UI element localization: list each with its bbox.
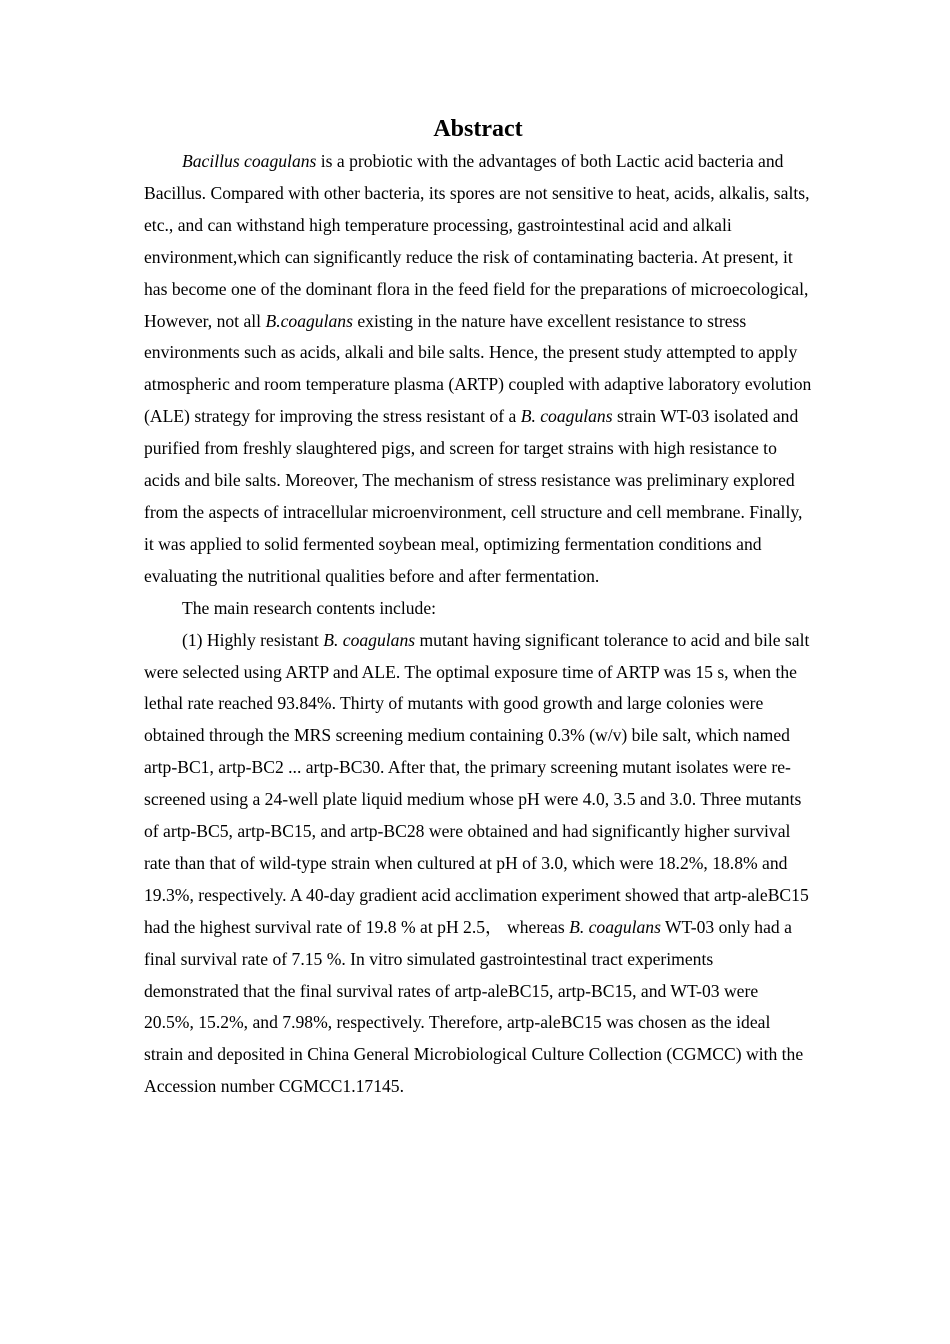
species-name: Bacillus coagulans xyxy=(182,151,317,171)
paragraph-text: is a probiotic with the advantages of both Lactic acid bacteria and Bacillus. Compared with other bacteria, its spores are not sensitive to heat, acids, alkalis, salts, etc., and can withstand high temperature processing, gastrointestinal acid and alkali environment,which can significantly reduce the risk of contaminating bacteria. At present, it has become one of the dominant flora in the feed field for the preparations of microecological, However, not all xyxy=(144,151,810,331)
paragraph-text: mutant having significant tolerance to acid and bile salt were selected using ARTP and ALE. The optimal exposure time of ARTP was 15 s, when the lethal rate reached 93.84%. Thirty of mutants with good growth and large colonies were obtained through the MRS screening medium containing 0.3% (w/v) bile salt, which named artp-BC1, artp-BC2 ... artp-BC30. After that, the primary screening mutant isolates were re-screened using a 24-well plate liquid medium whose pH were 4.0, 3.5 and 3.0. Three mutants of artp-BC5, artp-BC15, and artp-BC28 were obtained and had significantly higher survival rate than that of wild-type strain when cultured at pH of 3.0, which were 18.2%, 18.8% and 19.3%, respectively. A 40-day gradient acid acclimation experiment showed that artp-aleBC15 had the highest survival rate of 19.8 % at pH 2.5， whereas xyxy=(144,629,810,937)
paragraph-text: strain WT-03 isolated and purified from freshly slaughtered pigs, and screen for target strains with high resistance to acids and bile salts. Moreover, The mechanism of stress resistance was preliminary explored from the aspects of intracellular microenvironment, cell structure and cell membrane. Finally, it was applied to solid fermented soybean meal, optimizing fermentation conditions and evaluating the nutritional qualities before and after fermentation. xyxy=(144,406,803,586)
abstract-page xyxy=(144,112,812,1103)
species-name: B.coagulans xyxy=(265,310,353,331)
species-name: B. coagulans xyxy=(520,406,613,427)
research-content-item-1 xyxy=(144,625,812,1104)
paragraph-text: WT-03 only had a final survival rate of 7.15 %. In vitro simulated gastrointestinal tract experiments demonstrated that the final survival rates of artp-aleBC15, artp-BC15, and WT-03 were 20.5%, 15.2%, and 7.98%, respectively. Therefore, artp-aleBC15 was chosen as the ideal strain and deposited in China General Microbiological Culture Collection (CGMCC) with the Accession number CGMCC1.17145. xyxy=(144,916,804,1097)
abstract-paragraph-intro xyxy=(144,146,812,593)
research-contents-heading: The main research contents include: xyxy=(182,597,437,618)
paragraph-text: (1) Highly resistant xyxy=(182,629,324,650)
species-name: B. coagulans xyxy=(569,916,661,937)
species-name: B. coagulans xyxy=(323,629,416,650)
paragraph-text: existing in the nature have excellent resistance to stress environments such as acids, alkali and bile salts. Hence, the present study attempted to apply atmospheric and room temperature plasma (ARTP) coupled with adaptive laboratory evolution (ALE) strategy for improving the stress resistant of a xyxy=(144,310,812,427)
page-title: Abstract xyxy=(433,116,523,142)
